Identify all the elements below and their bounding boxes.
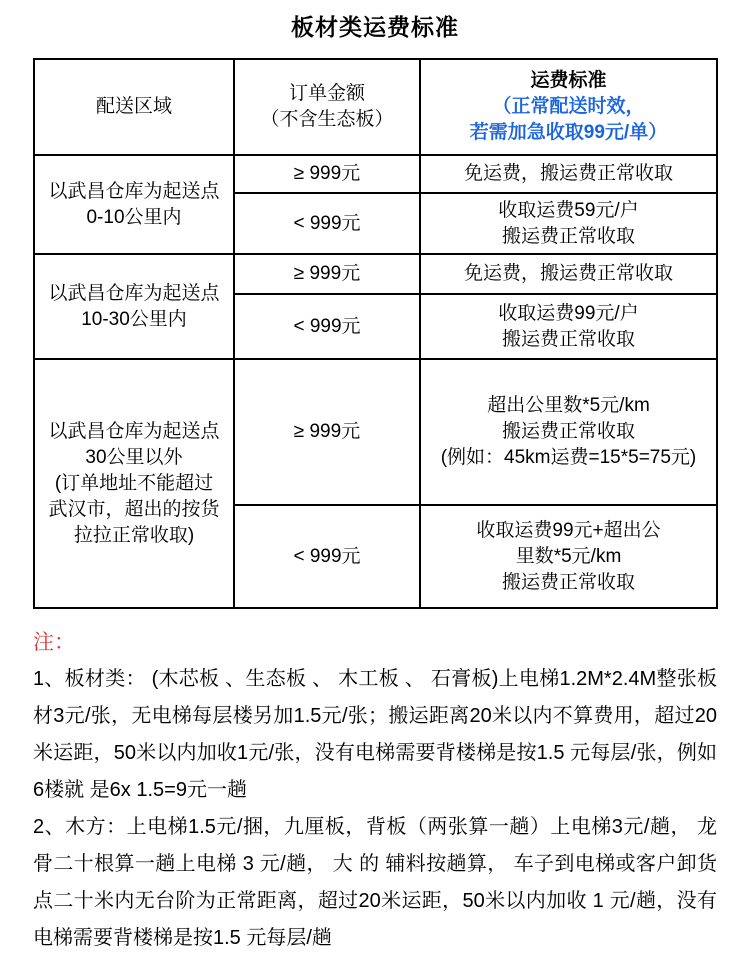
amount-cell: ≥ 999元 — [234, 254, 420, 294]
fee-line: 超出公里数*5元/km — [487, 395, 650, 416]
header-order-amount — [234, 59, 420, 155]
header-order-amount-line2: （不含生态板） — [260, 109, 394, 130]
amount-cell: < 999元 — [234, 505, 420, 608]
header-fee-standard-note-line2: 若需加急收取99元/单） — [469, 122, 668, 143]
fee-cell — [420, 359, 717, 505]
notes-label: 注： — [33, 631, 75, 654]
fee-line: 里数*5元/km — [515, 545, 622, 567]
header-fee-standard-title: 运费标准 — [530, 70, 607, 91]
fee-line: 搬运费正常收取 — [501, 421, 635, 442]
fee-cell — [420, 254, 717, 294]
area-line: 10-30公里内 — [81, 308, 187, 330]
fee-line: 收取运费59元/户 — [498, 199, 639, 221]
table-row — [34, 359, 717, 505]
fee-line: (例如：45km运费=15*5=75元) — [440, 447, 697, 468]
shipping-fee-table — [33, 58, 718, 609]
table-row — [34, 254, 717, 294]
area-cell-0-10km — [34, 155, 234, 254]
amount-cell: < 999元 — [234, 294, 420, 359]
amount-cell: ≥ 999元 — [234, 155, 420, 193]
fee-line: 搬运费正常收取 — [501, 225, 635, 247]
area-line: 拉拉正常收取) — [73, 524, 195, 546]
area-line: 0-10公里内 — [86, 206, 182, 228]
fee-cell — [420, 193, 717, 254]
table-header-row — [34, 59, 717, 155]
header-delivery-area — [34, 59, 234, 155]
amount-cell: < 999元 — [234, 193, 420, 254]
area-cell-10-30km — [34, 254, 234, 359]
fee-line: 搬运费正常收取 — [501, 328, 635, 350]
notes-section — [33, 624, 717, 957]
fee-line: 搬运费正常收取 — [501, 571, 635, 593]
area-line: 以武昌仓库为起送点 — [48, 180, 220, 202]
fee-line: 收取运费99元+超出公 — [476, 519, 661, 541]
fee-cell — [420, 505, 717, 608]
header-fee-standard — [420, 59, 717, 155]
fee-line: 免运费，搬运费正常收取 — [463, 263, 673, 284]
area-line: 以武昌仓库为起送点 — [48, 282, 220, 304]
area-line: 以武昌仓库为起送点 — [48, 420, 220, 442]
table-row — [34, 155, 717, 193]
fee-cell — [420, 155, 717, 193]
fee-line: 免运费，搬运费正常收取 — [463, 163, 673, 184]
area-line: 武汉市，超出的按货 — [48, 498, 220, 520]
header-delivery-area-label: 配送区域 — [95, 96, 172, 117]
note-item-board: 1、板材类： (木芯板 、生态板 、 木工板 、 石膏板)上电梯1.2M*2.4M整张板材3元/张，无电梯每层楼另加1.5元/张；搬运距离20米以内不算费用，超过20米运距，50米以内加收1元/张，没有电梯需要背楼梯是按1.5 元每层/张，例如6楼就 是6x 1.5=9元一趟 — [33, 668, 717, 801]
note-item-timber: 2、木方：上电梯1.5元/捆，九厘板，背板（两张算一趟）上电梯3元/趟， 龙骨二十根算一趟上电梯 3 元/趟， 大 的 辅料按趟算， 车子到电梯或客户卸货点二十米内无台阶为正常距离，超过20米运距，50米以内加收 1 元/趟，没有电梯需要背楼梯是按1.5 元每层/趟 — [33, 816, 717, 949]
fee-line: 收取运费99元/户 — [498, 302, 639, 324]
amount-cell: ≥ 999元 — [234, 359, 420, 505]
page-title: 板材类运费标准 — [291, 14, 459, 40]
fee-cell — [420, 294, 717, 359]
area-line: 30公里以外 — [85, 446, 183, 468]
header-fee-standard-note-line1: （正常配送时效， — [492, 96, 645, 117]
area-line: (订单地址不能超过 — [54, 472, 214, 494]
area-cell-beyond-30km — [34, 359, 234, 608]
header-order-amount-line1: 订单金额 — [288, 83, 365, 104]
